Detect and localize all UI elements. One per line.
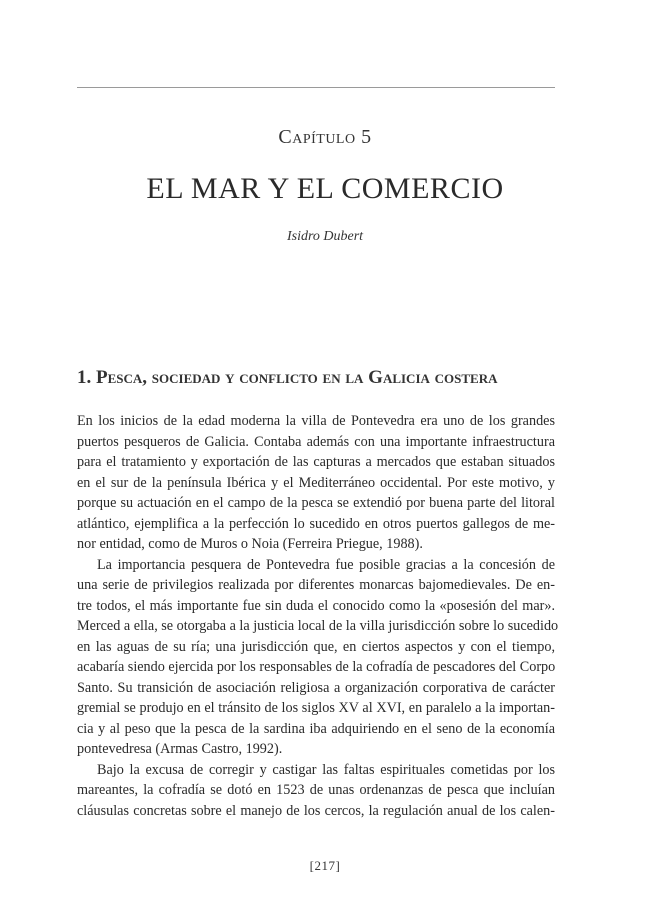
text-line: En los inicios de la edad moderna la villa de Pontevedra era uno de los grandes bbox=[77, 413, 555, 429]
paragraph bbox=[77, 411, 555, 555]
text-line: puertos pesqueros de Galicia. Contaba además con una importante infraestructura bbox=[77, 433, 555, 450]
text-line: gremial se produjo en el tránsito de los siglos XV al XVI, en paralelo a la importan- bbox=[77, 700, 555, 716]
section-heading: 1. Pesca, sociedad y conflicto en la Galicia costera bbox=[77, 367, 498, 388]
text-line: para el tratamiento y exportación de las capturas a mercados que estaban situados bbox=[77, 454, 555, 470]
text-line: tre todos, el más importante fue sin duda el conocido como la «posesión del mar». bbox=[77, 597, 555, 614]
text-line: mareantes, la cofradía se dotó en 1523 de unas ordenanzas de pesca que incluían bbox=[77, 782, 555, 798]
author-name: Isidro Dubert bbox=[286, 229, 364, 244]
text-line: en el sur de la península Ibérica y el Mediterráneo occidental. Por este motivo, y bbox=[77, 474, 555, 491]
body-text bbox=[77, 411, 559, 821]
text-line: pontevedresa (Armas Castro, 1992). bbox=[77, 741, 283, 757]
text-line: cia y al peso que la pesca de la sardina iba adquiriendo en el seno de la economía bbox=[77, 720, 555, 737]
paragraph bbox=[77, 760, 555, 822]
text-line: una serie de privilegios realizada por diferentes monarcas bajomedievales. De en- bbox=[77, 577, 555, 593]
text-line: Santo. Su transición de asociación religiosa a organización corporativa de carácter bbox=[77, 679, 555, 696]
chapter-title: EL MAR Y EL COMERCIO bbox=[146, 172, 504, 205]
text-line: acabaría siendo ejercida por los responsables de la cofradía de pescadores del Corpo bbox=[77, 659, 556, 675]
text-line: porque su actuación en el campo de la pesca se extendió por buena parte del litoral bbox=[77, 495, 555, 511]
page-number: [217] bbox=[309, 858, 341, 873]
text-line: en las aguas de su ría; una jurisdicción que, en ciertos aspectos y con el tiempo, bbox=[77, 638, 555, 655]
text-line: cláusulas concretas sobre el manejo de los cercos, la regulación anual de los calen- bbox=[77, 802, 555, 819]
top-rule bbox=[77, 87, 555, 88]
text-line: atlántico, ejemplifica a la perfección lo sucedido en otros puertos gallegos de me- bbox=[77, 515, 555, 532]
text-line: nor entidad, como de Muros o Noia (Ferreira Priegue, 1988). bbox=[77, 536, 423, 552]
text-line: Merced a ella, se otorgaba a la justicia local de la villa jurisdicción sobre lo sucedido bbox=[77, 618, 559, 634]
chapter-label: Capítulo 5 bbox=[278, 126, 372, 148]
text-line: Bajo la excusa de corregir y castigar las faltas espirituales cometidas por los bbox=[97, 761, 555, 778]
paragraph bbox=[77, 555, 559, 760]
text-line: La importancia pesquera de Pontevedra fue posible gracias a la concesión de bbox=[97, 556, 555, 573]
